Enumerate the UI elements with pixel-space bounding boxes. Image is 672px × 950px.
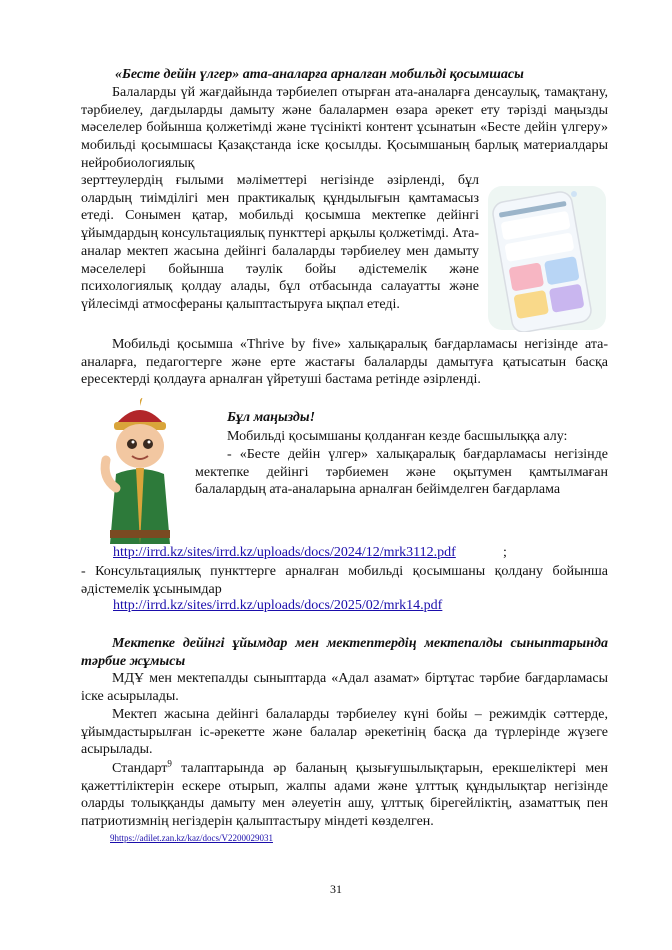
link-mrk3112[interactable]: http://irrd.kz/sites/irrd.kz/uploads/docs/2024/12/mrk3112.pdf [113,545,456,560]
link-mrk14[interactable]: http://irrd.kz/sites/irrd.kz/uploads/docs/2025/02/mrk14.pdf [113,598,443,613]
section-heading-2-text: Мектепке дейінгі ұйымдар мен мектептердің мектепалды сыныптарында тәрбие жұмысы [81,636,608,669]
important-title: Бұл маңызды! [227,410,316,425]
section-title: «Бесте дейін үлгер» ата-аналарға арналған мобильді қосымшасы [115,67,524,82]
footnote-link[interactable]: 9https://adilet.zan.kz/kaz/docs/V2200029031 [110,833,273,843]
paragraph-thrive: Мобильді қосымша «Thrive by five» халықаралық бағдарламасы негізінде ата-аналарға, педагогтерге және ерте жастағы балаларды дамытуға қатысатын басқа ересектерді қолдауға арналған үйретуші бастама ретінде әзірленді. [81,337,608,388]
section-heading-2 [81,635,608,670]
phone-app-illustration [482,182,608,332]
page-number: 31 [330,882,342,896]
boy-character-illustration [96,398,184,544]
important-item-1 [195,446,608,499]
important-lead: Мобильді қосымшаны қолданған кезде басшылыққа алу: [227,429,568,444]
standard-word: Стандарт [112,761,168,776]
important-item-1-text: - «Бесте дейін үлгер» халықаралық бағдарламасы негізінде мектепке дейінгі тәрбиемен және оқытумен қамтылмаған балалардың ата-аналарына арналған бейімделген бағдарлама [195,447,608,498]
paragraph-standard [81,760,608,831]
paragraph-daily-upbringing: Мектеп жасына дейінгі балаларды тәрбиелеу күні бойы – режимдік сәттерде, ұйымдастырылған іс-әрекетте және балалар әрекетінің басқа да түрлерінде жүзеге асырылады. [81,707,608,758]
paragraph-adal-azamat: МДҰ мен мектепалды сыныптарда «Адал азамат» біртұтас тәрбие бағдарламасы іске асырылады. [81,671,608,704]
paragraph-intro: Балаларды үй жағдайында тәрбиелеп отырған ата-аналарға денсаулық, тамақтану, тәрбиелеу, дағдыларды дамыту және балалармен өзара әрекет ету тәрізді маңызды мәселелер бойынша қолжетімді және түсінікті контент ұсынатын «Бесте дейін үлгеру» мобильді қосымшасы Қазақстанда іске қосылды. Қосымшаның барлық материалдары нейробиологиялық [81,85,608,171]
standard-text: талаптарында әр баланың қызығушылықтарын, ерекшеліктері мен қажеттіліктерін ескере отырып, жалпы адами және ұлттық құндылықтар негізінде оларды толыққанды дамыту мен әлеуетін ашу, ұлттық бірегейліктің, азаматтық пен патриотизмнің негіздерін қалыптастыру міндеті көзделген. [81,761,608,830]
link1-tail: ; [503,545,507,560]
paragraph-consult-item: - Консультациялық пункттерге арналған мобильді қосымшаны қолдану бойынша әдістемелік ұсынымдар [81,564,608,597]
footnote-marker: 9 [167,758,172,769]
paragraph-intro-continued: зерттеулердің ғылыми мәліметтері негізінде әзірленді, бұл олардың тиімділігі мен практикалық құндылығын қамтамасыз етеді. Сонымен қатар, мобильді қосымша мектепке дейінгі ұйымдардың консультациялық пункттері арқылы қолжетімді. Ата-аналар мектеп жасына дейінгі балаларды тәрбиелеу мен дамыту мәселелері бойынша тәулік бойы әдістемелік және психологиялық қолдау алады, бұл отбасында салауатты және үйлесімді атмосфераны қалыптастыруға ықпал етеді. [81,173,479,312]
